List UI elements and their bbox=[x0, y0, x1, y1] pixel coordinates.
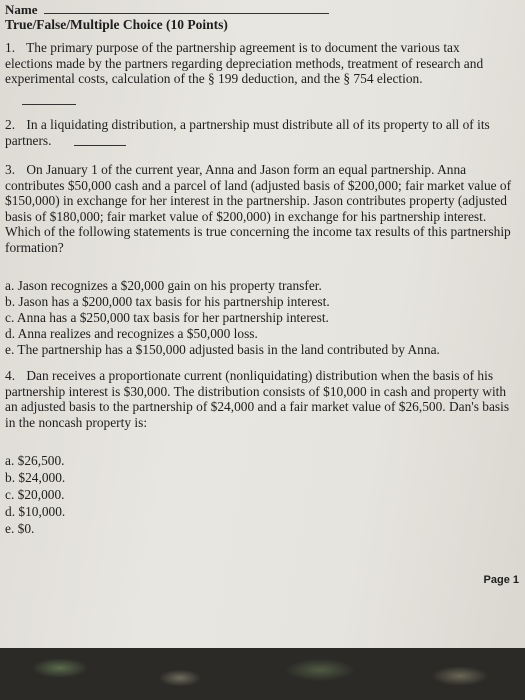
option-4c[interactable]: c. $20,000. bbox=[5, 487, 65, 502]
option-3d[interactable]: d. Anna realizes and recognizes a $50,000 loss. bbox=[5, 326, 258, 341]
name-blank-line bbox=[44, 13, 329, 14]
question-3 bbox=[5, 162, 515, 255]
question-text: In a liquidating distribution, a partnership must distribute all of its property to all of its partners. bbox=[5, 117, 490, 148]
question-1 bbox=[5, 40, 505, 87]
question-text: On January 1 of the current year, Anna and Jason form an equal partnership. Anna contributes $50,000 cash and a parcel of land (adjusted basis of $200,000; fair market value of $150,000) in exchange for her interest in the partnership. Jason contributes property (adjusted basis of $180,000; fair market value of $200,000) in exchange for his partnership interest. Which of the following statements is true concerning the income tax results of this partnership formation? bbox=[5, 162, 512, 255]
option-3e[interactable]: e. The partnership has a $150,000 adjusted basis in the land contributed by Anna. bbox=[5, 342, 440, 357]
option-4d[interactable]: d. $10,000. bbox=[5, 504, 66, 519]
option-3c[interactable]: c. Anna has a $250,000 tax basis for her partnership interest. bbox=[5, 310, 329, 325]
option-3b[interactable]: b. Jason has a $200,000 tax basis for his partnership interest. bbox=[5, 294, 330, 309]
question-text: The primary purpose of the partnership agreement is to document the various tax elections made by the partners regarding depreciation methods, treatment of research and experimental costs, calculation of the § 199 deduction, and the § 754 election. bbox=[5, 40, 484, 86]
answer-blank-1[interactable] bbox=[22, 104, 76, 105]
question-text: Dan receives a proportionate current (nonliquidating) distribution when the basis of his partnership interest is $30,000. The distribution consists of $10,000 in cash and property with an adjusted basis to the partnership of $24,000 and a fair market value of $26,500. Dan's basis in the noncash property is: bbox=[5, 368, 510, 430]
question-number: 3. bbox=[5, 162, 16, 177]
page-number: Page 1 bbox=[483, 574, 519, 586]
question-2 bbox=[5, 117, 505, 148]
option-4a[interactable]: a. $26,500. bbox=[5, 453, 65, 468]
section-title: True/False/Multiple Choice (10 Points) bbox=[5, 17, 228, 32]
option-4e[interactable]: e. $0. bbox=[5, 521, 35, 536]
question-number: 4. bbox=[5, 368, 16, 383]
name-label: Name bbox=[5, 2, 38, 17]
question-number: 2. bbox=[5, 117, 16, 132]
question-number: 1. bbox=[5, 40, 16, 55]
question-4 bbox=[5, 368, 520, 430]
background-surface bbox=[0, 648, 525, 700]
answer-blank-2[interactable] bbox=[74, 145, 126, 146]
option-4b[interactable]: b. $24,000. bbox=[5, 470, 66, 485]
option-3a[interactable]: a. Jason recognizes a $20,000 gain on his property transfer. bbox=[5, 278, 322, 293]
